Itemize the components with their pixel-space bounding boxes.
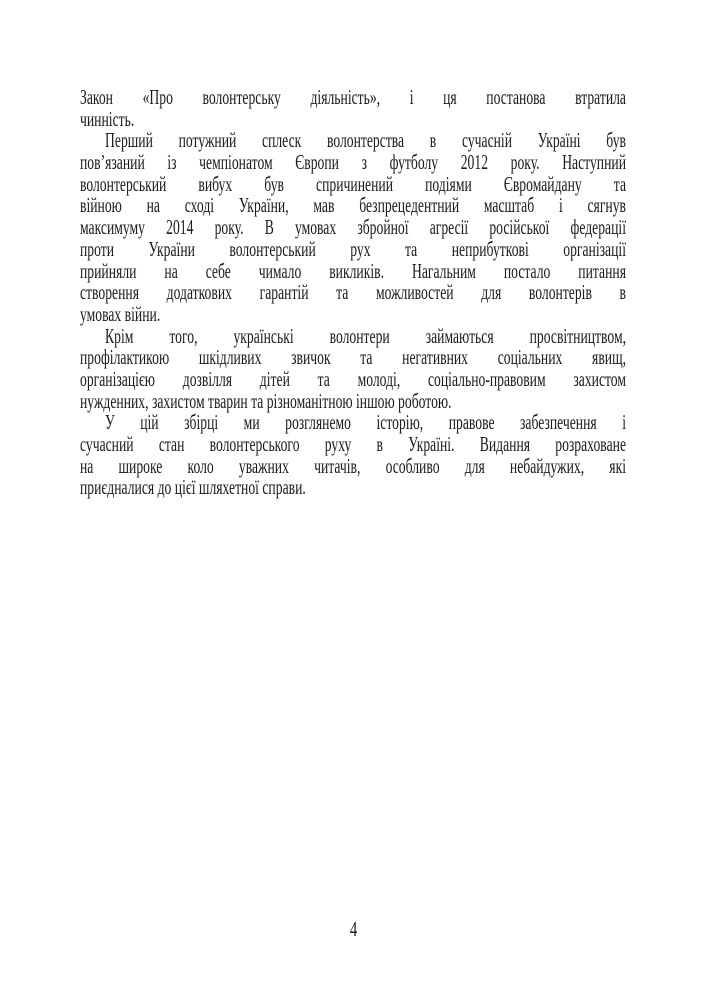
body-text bbox=[80, 87, 626, 499]
text-line: Крім того, українські волонтери займаються просвітництвом, bbox=[105, 323, 626, 348]
text-line: організацією дозвілля дітей та молоді, соціально-правовим захистом bbox=[80, 366, 626, 391]
text-line: У цій збірці ми розглянемо історію, правове забезпечення і bbox=[105, 410, 626, 435]
text-line: Перший потужний сплеск волонтерства в сучасній Україні був bbox=[105, 128, 626, 153]
text-line: приєдналися до цієї шляхетної справи. bbox=[80, 475, 306, 500]
text-line: проти України волонтерський рух та неприбуткові організації bbox=[80, 236, 626, 261]
text-line: нужденних, захистом тварин та різноманітною іншою роботою. bbox=[80, 388, 452, 413]
text-line: профілактикою шкідливих звичок та негативних соціальних явищ, bbox=[80, 345, 626, 370]
text-line: війною на сході України, мав безпрецедентний масштаб і сягнув bbox=[80, 193, 626, 218]
text-line: умовах війни. bbox=[80, 301, 161, 326]
text-line: пов’язаний із чемпіонатом Європи з футболу 2012 року. Наступний bbox=[80, 150, 626, 175]
text-line: створення додаткових гарантій та можливостей для волонтерів в bbox=[80, 280, 626, 305]
text-line: на широке коло уважних читачів, особливо для небайдужих, які bbox=[80, 453, 626, 478]
text-line: волонтерський вибух був спричинений подіями Євромайдану та bbox=[80, 171, 626, 196]
text-line: прийняли на себе чимало викликів. Нагальним постало питання bbox=[80, 258, 626, 283]
page-number: 4 bbox=[349, 917, 358, 941]
text-line: чинність. bbox=[80, 106, 135, 131]
text-line: максимуму 2014 року. В умовах збройної агресії російської федерації bbox=[80, 215, 626, 240]
body-text-inner bbox=[80, 87, 626, 499]
text-line: сучасний стан волонтерського руху в Україні. Видання розраховане bbox=[80, 432, 626, 456]
text-line: Закон «Про волонтерську діяльність», і ця постанова втратила bbox=[80, 85, 626, 109]
